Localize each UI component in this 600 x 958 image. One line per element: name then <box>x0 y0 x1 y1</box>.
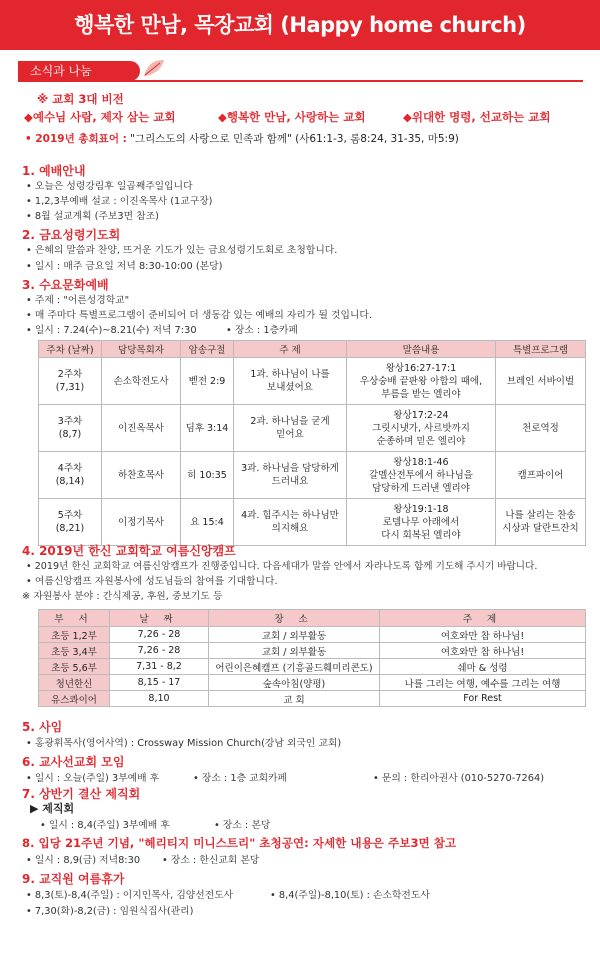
table-cell: 하찬호목사 <box>102 452 181 499</box>
table-cell: 7,31 - 8,2 <box>110 659 209 675</box>
table-row <box>39 499 586 546</box>
table-cell: 딤후 3:14 <box>181 405 234 452</box>
section-tab: 소식과 나눔 <box>18 61 140 81</box>
table-header: 부 서 <box>39 610 110 627</box>
table-row <box>39 405 586 452</box>
section-7-subtitle-text: ▶ 제직회 <box>30 802 75 815</box>
motto-label: • 2019년 총회표어 : <box>25 133 127 145</box>
section-5-item: • 홍광휘목사(영어사역) : Crossway Mission Church(강남 외국인 교회) <box>26 738 342 749</box>
table-cell: 3주차 (8,7) <box>39 405 102 452</box>
section-6-item: • 일시 : 오늘(주일) 3부예배 후 <box>26 773 160 784</box>
section-4-item: • 여름신앙캠프 자원봉사에 성도님들의 참여를 기대합니다. <box>26 576 278 587</box>
table-header-row <box>39 610 586 627</box>
table-header: 주 제 <box>380 610 586 627</box>
section-9-item: • 8,4(주일)-8,10(토) : 손소학전도사 <box>270 890 430 901</box>
table-header: 날 짜 <box>110 610 209 627</box>
table-cell: 왕상18:1-46 갈멜산전투에서 하나님을 담당하게 드러낸 엘리야 <box>347 452 496 499</box>
table-cell: 1과. 하나님이 나를 보내셨어요 <box>234 358 347 405</box>
table-cell: For Rest <box>380 691 586 707</box>
table-row <box>39 643 586 659</box>
motto-text: "그리스도의 사랑으로 민족과 함께" (사61:1-3, 롬8:24, 31-35, 마5:9) <box>130 133 459 145</box>
table-cell: 8,10 <box>110 691 209 707</box>
section-6-item: • 문의 : 한리아권사 (010-5270-7264) <box>373 773 545 784</box>
table-cell: 손소학전도사 <box>102 358 181 405</box>
table-cell: 7,26 - 28 <box>110 627 209 643</box>
section-8-title: 8. 입당 21주년 기념, "헤리티지 미니스트리" 초청공연: 자세한 내용은 주보3면 참고 <box>22 836 457 850</box>
vision-item-2: ◆행복한 만남, 사랑하는 교회 <box>218 110 366 124</box>
page-banner: 행복한 만남, 목장교회 (Happy home church) <box>0 0 600 50</box>
table-cell: 교회 / 외부활동 <box>209 643 380 659</box>
table-header: 담당목회자 <box>102 341 181 358</box>
table-header-row <box>39 341 586 358</box>
table-cell: 나를 살리는 찬송 시상과 달란트잔치 <box>496 499 586 546</box>
table-cell: 3과. 하나님을 담당하게 드러내요 <box>234 452 347 499</box>
table-row <box>39 659 586 675</box>
table-header: 암송구절 <box>181 341 234 358</box>
section-9-item: • 8,3(토)-8,4(주일) : 이지인목사, 김양선전도사 <box>26 890 234 901</box>
section-8-item: • 일시 : 8,9(금) 저녁8:30 <box>26 855 141 866</box>
table-header: 말씀내용 <box>347 341 496 358</box>
table-header: 장 소 <box>209 610 380 627</box>
table-cell: 4주차 (8,14) <box>39 452 102 499</box>
section-1-title: 1. 예배안내 <box>22 164 86 178</box>
table-cell: 요 15:4 <box>181 499 234 546</box>
table-cell: 이정기목사 <box>102 499 181 546</box>
section-7-title: 7. 상반기 결산 제직회 <box>22 787 141 801</box>
table-cell: 천로역정 <box>496 405 586 452</box>
camp-schedule-table <box>38 609 586 707</box>
section-3-item: • 장소 : 1층카페 <box>226 325 298 336</box>
section-1-item: • 오늘은 성령강림후 일곱째주일입니다 <box>26 181 193 192</box>
section-9-title: 9. 교직원 여름휴가 <box>22 872 125 886</box>
table-cell: 이진옥목사 <box>102 405 181 452</box>
table-cell: 왕상16:27-17:1 우상숭배 끝판왕 아합의 때에, 부름을 받는 엘리야 <box>347 358 496 405</box>
table-row <box>39 691 586 707</box>
table-header: 주차 (날짜) <box>39 341 102 358</box>
section-1-item: • 1,2,3부예배 설교 : 이진옥목사 (1교구장) <box>26 196 213 207</box>
leaf-icon <box>142 56 166 80</box>
section-7-item: • 장소 : 본당 <box>214 820 271 831</box>
table-row <box>39 452 586 499</box>
table-cell: 왕상17:2-24 그릿시냇가, 사르밧까지 순종하며 믿은 엘리야 <box>347 405 496 452</box>
table-cell: 숲속아침(양평) <box>209 675 380 691</box>
section-2-item: • 은혜의 말씀과 찬양, 뜨거운 기도가 있는 금요성령기도회로 초청합니다. <box>26 245 338 256</box>
table-cell: 2과. 하나님을 굳게 믿어요 <box>234 405 347 452</box>
vision-heading: ※ 교회 3대 비전 <box>37 92 124 106</box>
table-cell: 교회 / 외부활동 <box>209 627 380 643</box>
table-cell: 유스콰이어 <box>39 691 110 707</box>
table-row <box>39 358 586 405</box>
table-cell: 어린이은혜캠프 (기흥골드훼미리콘도) <box>209 659 380 675</box>
section-3-item: • 주제 : "어른성경학교" <box>26 295 130 306</box>
section-2-item: • 일시 : 매주 금요일 저녁 8:30-10:00 (본당) <box>26 261 223 272</box>
table-cell: 왕상19:1-18 로뎀나무 아래에서 다시 회복된 엘리야 <box>347 499 496 546</box>
section-9-item: • 7,30(화)-8,2(금) : 임원식집사(관리) <box>26 906 194 917</box>
table-cell: 교 회 <box>209 691 380 707</box>
table-cell: 8,15 - 17 <box>110 675 209 691</box>
table-cell: 초등 5,6부 <box>39 659 110 675</box>
table-cell: 4과. 힘주시는 하나님만 의지해요 <box>234 499 347 546</box>
section-4-note: ※ 자원봉사 분야 : 간식제공, 후원, 중보기도 등 <box>22 591 223 602</box>
table-cell: 초등 1,2부 <box>39 627 110 643</box>
table-cell: 5주차 (8,21) <box>39 499 102 546</box>
section-5-title: 5. 사임 <box>22 720 63 734</box>
table-header: 특별프로그램 <box>496 341 586 358</box>
motto <box>25 131 459 146</box>
vision-item-1: ◆예수님 사람, 제자 삼는 교회 <box>24 110 176 124</box>
table-cell: 7,26 - 28 <box>110 643 209 659</box>
table-row <box>39 675 586 691</box>
tab-divider <box>18 80 583 82</box>
table-cell: 2주차 (7,31) <box>39 358 102 405</box>
table-cell: 캠프파이어 <box>496 452 586 499</box>
table-cell: 나를 그리는 여행, 예수를 그리는 여행 <box>380 675 586 691</box>
section-7-item: • 일시 : 8,4(주일) 3부예배 후 <box>40 820 170 831</box>
table-cell: 여호와만 참 하나님! <box>380 643 586 659</box>
section-3-item: • 일시 : 7.24(수)~8.21(수) 저녁 7:30 <box>26 325 197 336</box>
table-cell: 브레인 서바이벌 <box>496 358 586 405</box>
vision-item-3: ◆위대한 명령, 선교하는 교회 <box>403 110 551 124</box>
section-6-item: • 장소 : 1층 교회카페 <box>193 773 288 784</box>
table-row <box>39 627 586 643</box>
wednesday-schedule-table <box>38 340 586 546</box>
table-header: 주 제 <box>234 341 347 358</box>
section-3-title: 3. 수요문화예배 <box>22 278 109 292</box>
table-cell: 히 10:35 <box>181 452 234 499</box>
table-cell: 벧전 2:9 <box>181 358 234 405</box>
section-6-title: 6. 교사선교회 모임 <box>22 755 125 769</box>
table-cell: 여호와만 참 하나님! <box>380 627 586 643</box>
section-1-item: • 8월 설교계획 (주보3면 참조) <box>26 211 159 222</box>
table-cell: 청년한신 <box>39 675 110 691</box>
section-4-item: • 2019년 한신 교회학교 여름신앙캠프가 진행중입니다. 다음세대가 말씀 안에서 자라나도록 함께 기도해 주시기 바랍니다. <box>26 561 538 572</box>
table-cell: 쉐마 & 성령 <box>380 659 586 675</box>
section-7-subtitle <box>30 800 74 816</box>
section-8-item: • 장소 : 한신교회 본당 <box>162 855 260 866</box>
section-3-item: • 매 주마다 특별프로그램이 준비되어 더 생동감 있는 예배의 자리가 될 것입니다. <box>26 310 372 321</box>
section-2-title: 2. 금요성령기도회 <box>22 228 121 242</box>
section-4-title: 4. 2019년 한신 교회학교 여름신앙캠프 <box>22 544 236 558</box>
table-cell: 초등 3,4부 <box>39 643 110 659</box>
